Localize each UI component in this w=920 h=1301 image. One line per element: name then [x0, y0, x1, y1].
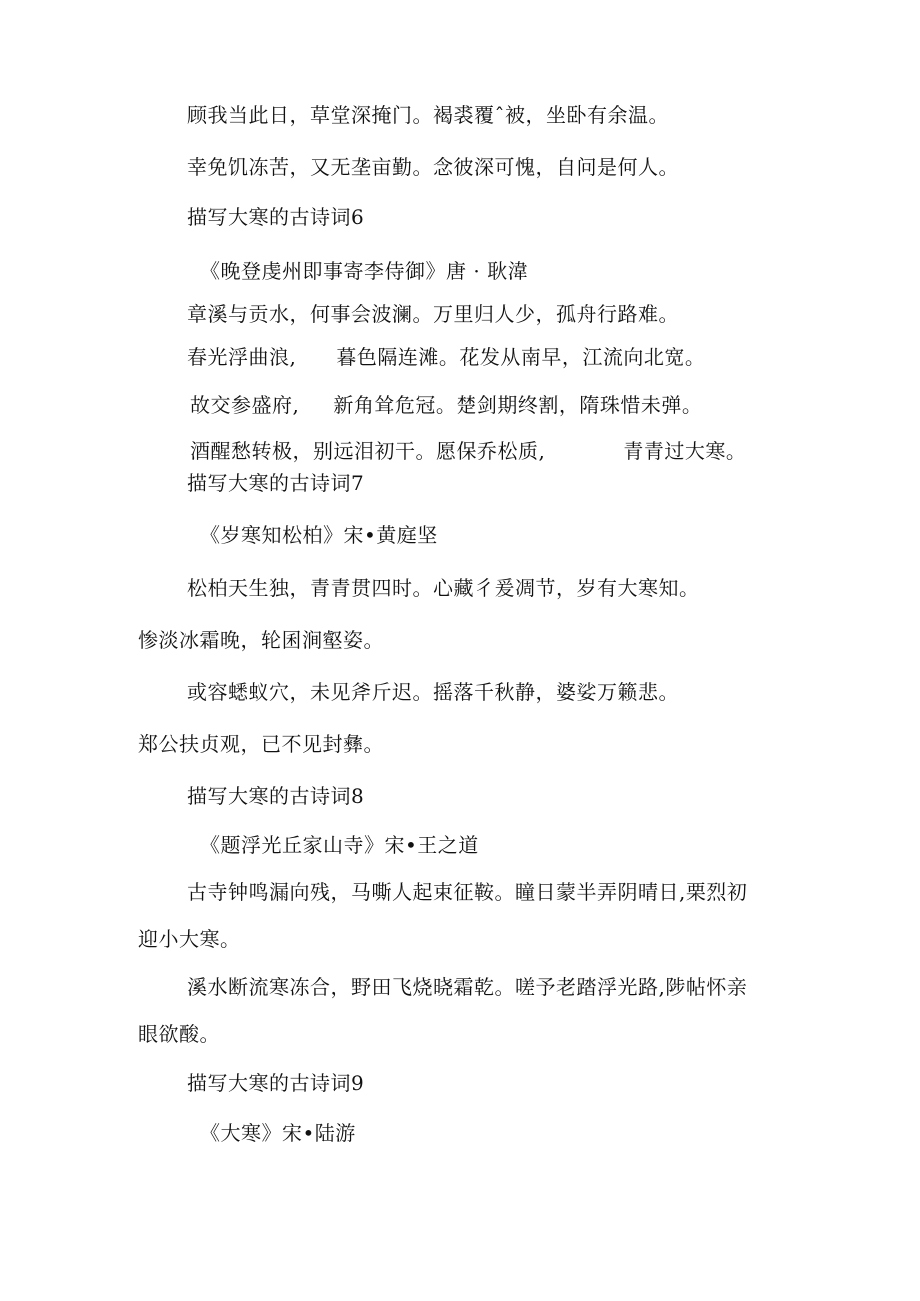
- poem-line: 迎小大寒。: [138, 927, 241, 951]
- poem-line: 惨淡冰霜晚，轮囷涧壑姿。: [138, 628, 384, 652]
- poem-title: 《大寒》宋•陆游: [200, 1121, 356, 1145]
- poem-line: 或容蟋蚁穴，未见斧斤迟。摇落千秋静，婆娑万籁悲。: [187, 680, 679, 704]
- poem-line: 顾我当此日，草堂深掩门。褐裘覆ˆ被，坐卧有余温。: [187, 103, 669, 127]
- poem-line: 古寺钟鸣漏向残，马嘶人起束征鞍。瞳日蒙半弄阴晴日,栗烈初: [187, 880, 748, 904]
- poem-line: 溪水断流寒冻合，野田飞烧晓霜乾。嗟予老踏浮光路,陟帖怀亲: [187, 975, 748, 999]
- poem-line-part: 新角耸危冠。楚剑期终割，隋珠惜未弹。: [333, 393, 703, 417]
- poem-line: 章溪与贡水，何事会波澜。万里归人少，孤舟行路难。: [187, 302, 679, 326]
- poem-line: 松柏天生独，青青贯四时。心藏彳爰凋节，岁有大寒知。: [187, 576, 700, 600]
- poem-line: [190, 438, 746, 464]
- section-heading: 描写大寒的古诗词7: [187, 471, 365, 495]
- poem-line: [190, 392, 702, 418]
- poem-line-part: 故交参盛府,: [190, 393, 300, 417]
- poem-title: 《晚登虔州即事寄李侍御》唐 · 耿湋: [200, 259, 529, 283]
- poem-line-part: 暮色隔连滩。花发从南早，江流向北宽。: [336, 345, 706, 369]
- poem-line-part: 春光浮曲浪,: [187, 345, 297, 369]
- poem-title: 《岁寒知松柏》宋•黄庭坚: [200, 523, 438, 547]
- poem-line-part: 酒醒愁转极，别远泪初干。愿保乔松质,: [190, 439, 546, 463]
- section-heading: 描写大寒的古诗词6: [187, 205, 365, 229]
- poem-title: 《题浮光丘家山寺》宋•王之道: [200, 833, 479, 857]
- section-heading: 描写大寒的古诗词8: [187, 784, 365, 808]
- section-heading: 描写大寒的古诗词9: [187, 1071, 365, 1095]
- poem-line: 眼欲酸。: [138, 1022, 220, 1046]
- poem-line: 幸免饥冻苦，又无垄亩勤。念彼深可愧，自问是何人。: [187, 155, 679, 179]
- poem-line-part: 青青过大寒。: [623, 439, 747, 463]
- poem-line: [187, 344, 705, 370]
- poem-line: 郑公扶贞观，已不见封彝。: [138, 732, 384, 756]
